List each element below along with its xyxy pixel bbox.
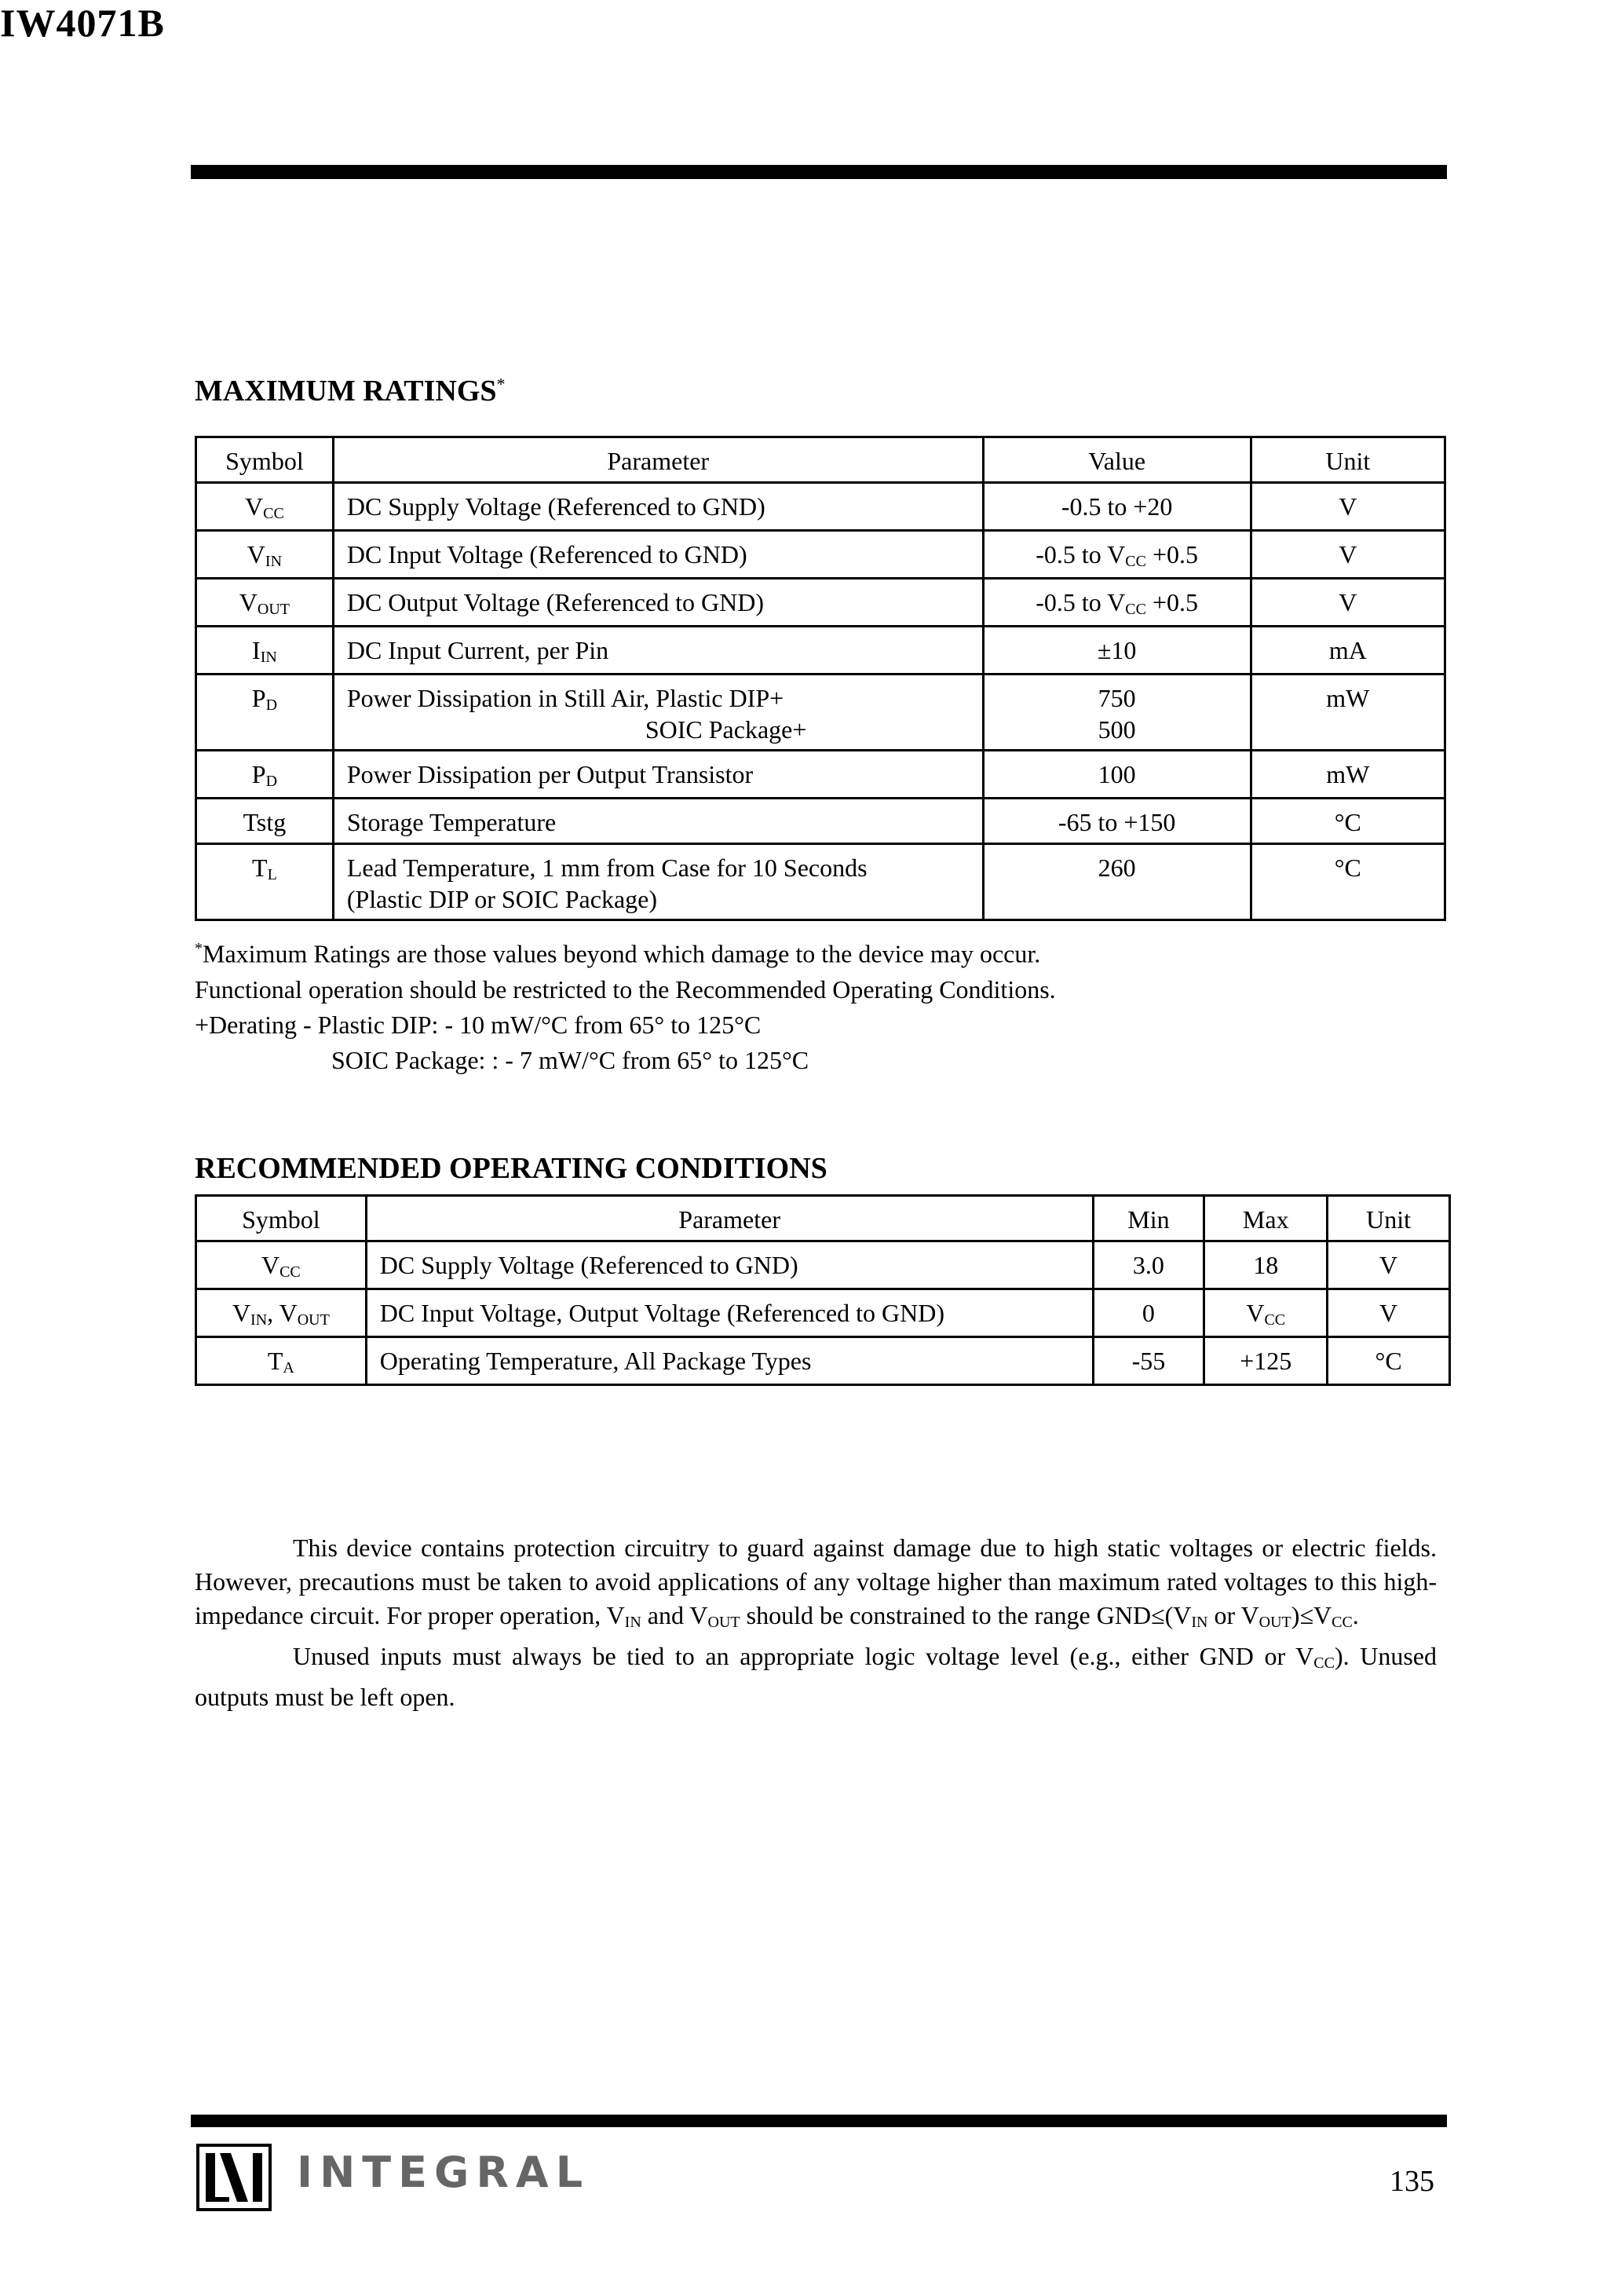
body-subscript: CC [1313,1654,1335,1672]
header-min: Min [1093,1196,1204,1241]
body-subscript: OUT [1259,1614,1291,1631]
top-rule [191,165,1447,179]
min-cell: 3.0 [1093,1241,1204,1289]
parameter-cell: Operating Temperature, All Package Types [366,1337,1093,1385]
table-row [196,531,1445,579]
body-text-run: ). Unused outputs must be left open. [195,1642,1438,1711]
symbol-text: I [252,636,261,664]
parameter-cell: DC Input Voltage, Output Voltage (Referenced to GND) [366,1289,1093,1337]
header-parameter: Parameter [333,437,983,483]
bottom-rule [191,2115,1447,2127]
body-text-run: and V [641,1601,708,1629]
body-text-run: )≤V [1291,1601,1332,1629]
value-text: -0.5 to V [1036,588,1126,616]
unit-cell: V [1328,1289,1450,1337]
body-text-run: should be constrained to the range GND≤(V [740,1601,1192,1629]
header-unit: Unit [1251,437,1445,483]
max-ratings-title-mark: * [496,374,506,394]
page-number: 135 [1390,2165,1434,2198]
brand-name: INTEGRAL [297,2148,590,2197]
value-cell [983,675,1251,751]
symbol-subscript: A [283,1359,294,1377]
min-cell: 0 [1093,1289,1204,1337]
parameter-cell: DC Output Voltage (Referenced to GND) [333,579,983,627]
symbol-text: V [232,1299,251,1327]
value-cell [983,531,1251,579]
symbol-subscript: IN [250,1311,268,1329]
body-text [195,1531,1437,1714]
body-subscript: OUT [707,1614,740,1631]
note-text: Maximum Ratings are those values beyond which damage to the device may occur. [203,939,1041,968]
parameter-cell: DC Input Current, per Pin [333,627,983,675]
symbol-text: , V [267,1299,298,1327]
table-header-row [196,437,1445,483]
parameter-cell: Power Dissipation per Output Transistor [333,751,983,799]
unit-cell: mA [1251,627,1445,675]
symbol-subscript: CC [279,1263,301,1281]
symbol-cell [196,483,334,531]
min-cell: -55 [1093,1337,1204,1385]
symbol-subscript: OUT [297,1311,330,1329]
symbol-cell [196,1289,367,1337]
note-mark: * [195,940,203,957]
table-row [196,844,1445,920]
table-row [196,483,1445,531]
max-cell [1204,1289,1328,1337]
value-cell: -65 to +150 [983,799,1251,844]
header-symbol: Symbol [196,1196,367,1241]
symbol-subscript: CC [263,505,284,522]
body-subscript: IN [1191,1614,1208,1631]
unit-cell: V [1251,483,1445,531]
header-unit: Unit [1328,1196,1450,1241]
parameter-cell: DC Supply Voltage (Referenced to GND) [366,1241,1093,1289]
parameter-cell: Storage Temperature [333,799,983,844]
max-ratings-title [195,374,506,408]
symbol-subscript: IN [260,649,277,666]
body-text-run: Unused inputs must always be tied to an appropriate logic voltage level (e.g., either GND or V [293,1642,1314,1670]
symbol-text: V [245,492,264,521]
table-row [196,627,1445,675]
body-paragraph [195,1640,1437,1714]
body-subscript: IN [624,1614,641,1631]
parameter-line: Lead Temperature, 1 mm from Case for 10 Seconds [346,854,868,882]
parameter-cell [333,675,983,751]
body-subscript: CC [1332,1614,1353,1631]
parameter-cell: DC Input Voltage (Referenced to GND) [333,531,983,579]
unit-cell: V [1328,1241,1450,1289]
max-subscript: CC [1264,1311,1286,1329]
table-row [196,751,1445,799]
value-cell: ±10 [983,627,1251,675]
max-ratings-title-text: MAXIMUM RATINGS [195,375,497,408]
integral-logo-icon [196,2144,272,2211]
max-cell: +125 [1204,1337,1328,1385]
table-row [196,799,1445,844]
header-max: Max [1204,1196,1328,1241]
symbol-cell [196,1337,367,1385]
unit-cell: V [1251,579,1445,627]
value-line: 500 [1098,715,1136,744]
max-text: V [1246,1299,1265,1327]
symbol-cell [196,531,334,579]
value-subscript: CC [1125,601,1146,618]
body-paragraph [195,1531,1437,1640]
symbol-subscript: L [267,866,277,883]
table-row [196,579,1445,627]
value-line: 750 [1098,684,1136,712]
symbol-text: T [252,854,268,882]
header-symbol: Symbol [196,437,334,483]
max-ratings-table [195,436,1446,921]
value-cell: -0.5 to +20 [983,483,1251,531]
body-text-run: This device contains protection circuitry to guard against damage due to high static voltages or electric fields. However, precautions must be taken to avoid applications of any voltage higher than maximum rated voltages to this high-impedance circuit. For proper operation, V [195,1534,1437,1629]
table-row [196,1241,1450,1289]
unit-cell: V [1251,531,1445,579]
value-cell [983,579,1251,627]
note-line: Functional operation should be restricted to the Recommended Operating Conditions. [195,974,1056,1004]
max-ratings-notes [195,931,1056,1078]
value-cell: 260 [983,844,1251,920]
header-value: Value [983,437,1251,483]
body-text-run: or V [1207,1601,1259,1629]
roc-title: RECOMMENDED OPERATING CONDITIONS [195,1152,827,1185]
value-text: +0.5 [1145,588,1199,616]
parameter-line: Power Dissipation in Still Air, Plastic DIP+ [346,684,784,712]
symbol-cell [196,1241,367,1289]
table-header-row [196,1196,1450,1241]
symbol-subscript: IN [265,553,283,570]
symbol-text: V [261,1251,280,1279]
table-row [196,675,1445,751]
unit-cell: °C [1251,844,1445,920]
parameter-cell [333,844,983,920]
value-text: -0.5 to V [1036,540,1126,569]
parameter-line: (Plastic DIP or SOIC Package) [346,885,658,913]
symbol-subscript: D [265,773,278,790]
symbol-cell [196,627,334,675]
unit-cell: °C [1251,799,1445,844]
unit-cell: °C [1328,1337,1450,1385]
table-row [196,1337,1450,1385]
part-number: IW4071B [0,1,165,45]
symbol-text: P [251,684,266,712]
value-cell: 100 [983,751,1251,799]
symbol-cell: Tstg [196,799,334,844]
parameter-cell: DC Supply Voltage (Referenced to GND) [333,483,983,531]
unit-cell: mW [1251,751,1445,799]
parameter-line: SOIC Package+ [645,715,807,744]
note-line [195,931,1056,972]
symbol-cell [196,675,334,751]
value-subscript: CC [1125,553,1146,570]
table-row [196,1289,1450,1337]
symbol-text: V [239,588,258,616]
symbol-cell [196,579,334,627]
note-line: SOIC Package: : - 7 mW/°C from 65° to 125°C [331,1045,809,1074]
symbol-text: T [267,1347,283,1375]
symbol-text: P [251,760,266,788]
roc-table [195,1194,1451,1386]
note-line: +Derating - Plastic DIP: - 10 mW/°C from 65° to 125°C [195,1010,762,1039]
header-parameter: Parameter [366,1196,1093,1241]
body-text-run: . [1352,1601,1359,1629]
symbol-cell [196,844,334,920]
symbol-cell [196,751,334,799]
symbol-subscript: D [265,696,278,714]
symbol-subscript: OUT [257,601,290,618]
symbol-text: V [247,540,265,569]
value-text: +0.5 [1145,540,1199,569]
unit-cell: mW [1251,675,1445,751]
max-cell: 18 [1204,1241,1328,1289]
